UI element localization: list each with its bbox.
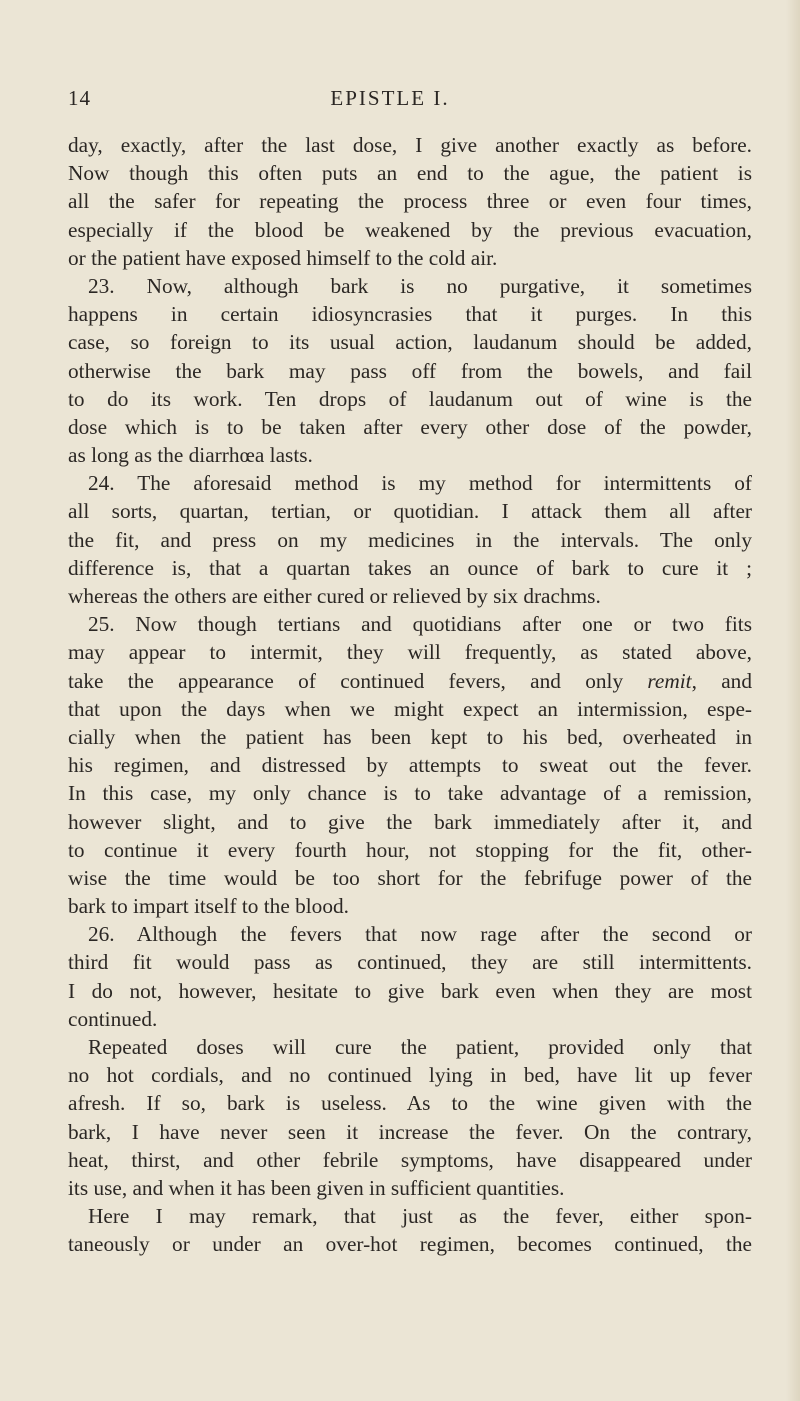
text-segment: especially if the blood be weakened by the previous evacuation, bbox=[68, 217, 752, 242]
text-line bbox=[68, 808, 752, 836]
text-line bbox=[68, 1005, 752, 1033]
text-segment: Repeated doses will cure the patient, provided only that bbox=[88, 1035, 752, 1059]
text-segment: its use, and when it has been given in sufficient quantities. bbox=[68, 1175, 565, 1200]
text-segment: may appear to intermit, they will frequently, as stated above, bbox=[68, 640, 752, 665]
text-line bbox=[68, 328, 752, 356]
body-text bbox=[68, 131, 752, 1259]
text-line bbox=[68, 920, 752, 948]
running-title: EPISTLE I. bbox=[330, 86, 450, 110]
text-line bbox=[68, 216, 752, 244]
text-line bbox=[68, 244, 752, 272]
text-segment: I do not, however, hesitate to give bark even when they are most bbox=[68, 978, 752, 1003]
text-segment: cially when the patient has been kept to his bed, overheated in bbox=[68, 724, 752, 749]
text-segment: Now though this often puts an end to the ague, the patient is bbox=[68, 161, 752, 186]
text-segment: no hot cordials, and no continued lying in bed, have lit up fever bbox=[68, 1063, 752, 1088]
text-segment: 26. Although the fevers that now rage after the second or bbox=[88, 922, 752, 947]
text-line bbox=[68, 385, 752, 413]
text-segment: all sorts, quartan, tertian, or quotidian. I attack them all after bbox=[68, 499, 752, 524]
text-segment: , and bbox=[691, 668, 752, 693]
text-line bbox=[68, 272, 752, 300]
text-segment: otherwise the bark may pass off from the bowels, and fail bbox=[68, 358, 752, 383]
text-line bbox=[68, 1230, 752, 1258]
text-line bbox=[68, 638, 752, 666]
text-segment: that upon the days when we might expect an intermission, espe- bbox=[68, 696, 752, 721]
text-line bbox=[68, 413, 752, 441]
text-line bbox=[68, 469, 752, 497]
text-segment: his regimen, and distressed by attempts to sweat out the fever. bbox=[68, 753, 752, 778]
text-line bbox=[68, 497, 752, 525]
text-segment: third fit would pass as continued, they are still intermittents. bbox=[68, 950, 752, 975]
text-line bbox=[68, 187, 752, 215]
text-segment: bark, I have never seen it increase the fever. On the contrary, bbox=[68, 1119, 752, 1144]
text-segment: heat, thirst, and other febrile symptoms, have disappeared under bbox=[68, 1147, 752, 1172]
text-segment: 24. The aforesaid method is my method for intermittents of bbox=[88, 471, 752, 496]
text-segment: happens in certain idiosyncrasies that it purges. In this bbox=[68, 302, 752, 327]
text-segment: take the appearance of continued fevers, and only bbox=[68, 668, 648, 693]
text-line bbox=[68, 357, 752, 385]
page-header bbox=[68, 86, 752, 116]
text-segment: or the patient have exposed himself to the cold air. bbox=[68, 245, 498, 270]
text-line bbox=[68, 836, 752, 864]
text-segment: bark to impart itself to the blood. bbox=[68, 894, 349, 919]
italic-word: remit bbox=[647, 668, 692, 693]
text-segment: to continue it every fourth hour, not stopping for the fit, other- bbox=[68, 837, 752, 862]
text-line bbox=[68, 1118, 752, 1146]
text-segment: taneously or under an over-hot regimen, becomes continued, the bbox=[68, 1232, 752, 1257]
text-line bbox=[68, 441, 752, 469]
text-line bbox=[68, 1146, 752, 1174]
text-segment: continued. bbox=[68, 1006, 158, 1031]
text-segment: day, exactly, after the last dose, I give another exactly as before. bbox=[68, 133, 752, 157]
text-segment: dose which is to be taken after every other dose of the powder, bbox=[68, 414, 752, 439]
text-segment: afresh. If so, bark is useless. As to the wine given with the bbox=[68, 1091, 752, 1116]
text-line bbox=[68, 723, 752, 751]
text-line bbox=[68, 892, 752, 920]
text-segment: as long as the diarrhœa lasts. bbox=[68, 443, 313, 468]
text-segment: Here I may remark, that just as the fever, either spon- bbox=[88, 1204, 752, 1229]
text-line bbox=[68, 751, 752, 779]
page-number: 14 bbox=[68, 86, 91, 110]
text-line bbox=[68, 554, 752, 582]
text-line bbox=[68, 300, 752, 328]
text-line bbox=[68, 779, 752, 807]
text-segment: 25. Now though tertians and quotidians after one or two fits bbox=[88, 612, 752, 637]
text-segment: to do its work. Ten drops of laudanum out of wine is the bbox=[68, 386, 752, 411]
text-segment: wise the time would be too short for the febrifuge power of the bbox=[68, 865, 752, 890]
text-line bbox=[68, 159, 752, 187]
text-segment: whereas the others are either cured or relieved by six drachms. bbox=[68, 584, 601, 608]
text-line bbox=[68, 131, 752, 159]
text-line bbox=[68, 610, 752, 638]
text-segment: however slight, and to give the bark immediately after it, and bbox=[68, 809, 752, 834]
text-segment: 23. Now, although bark is no purgative, it sometimes bbox=[88, 273, 752, 298]
text-line bbox=[68, 1061, 752, 1089]
text-segment: In this case, my only chance is to take advantage of a remission, bbox=[68, 781, 752, 806]
text-line bbox=[68, 977, 752, 1005]
text-line bbox=[68, 667, 752, 695]
text-line bbox=[68, 1174, 752, 1202]
text-segment: case, so foreign to its usual action, laudanum should be added, bbox=[68, 330, 752, 355]
text-line bbox=[68, 948, 752, 976]
text-line bbox=[68, 582, 752, 610]
text-line bbox=[68, 1202, 752, 1230]
text-segment: difference is, that a quartan takes an ounce of bark to cure it ; bbox=[68, 555, 752, 580]
text-line bbox=[68, 864, 752, 892]
text-segment: all the safer for repeating the process three or even four times, bbox=[68, 189, 752, 214]
text-line bbox=[68, 1033, 752, 1061]
text-line bbox=[68, 1089, 752, 1117]
text-segment: the fit, and press on my medicines in the intervals. The only bbox=[68, 527, 752, 552]
text-line bbox=[68, 526, 752, 554]
page-edge-shadow bbox=[786, 0, 800, 1401]
text-line bbox=[68, 695, 752, 723]
